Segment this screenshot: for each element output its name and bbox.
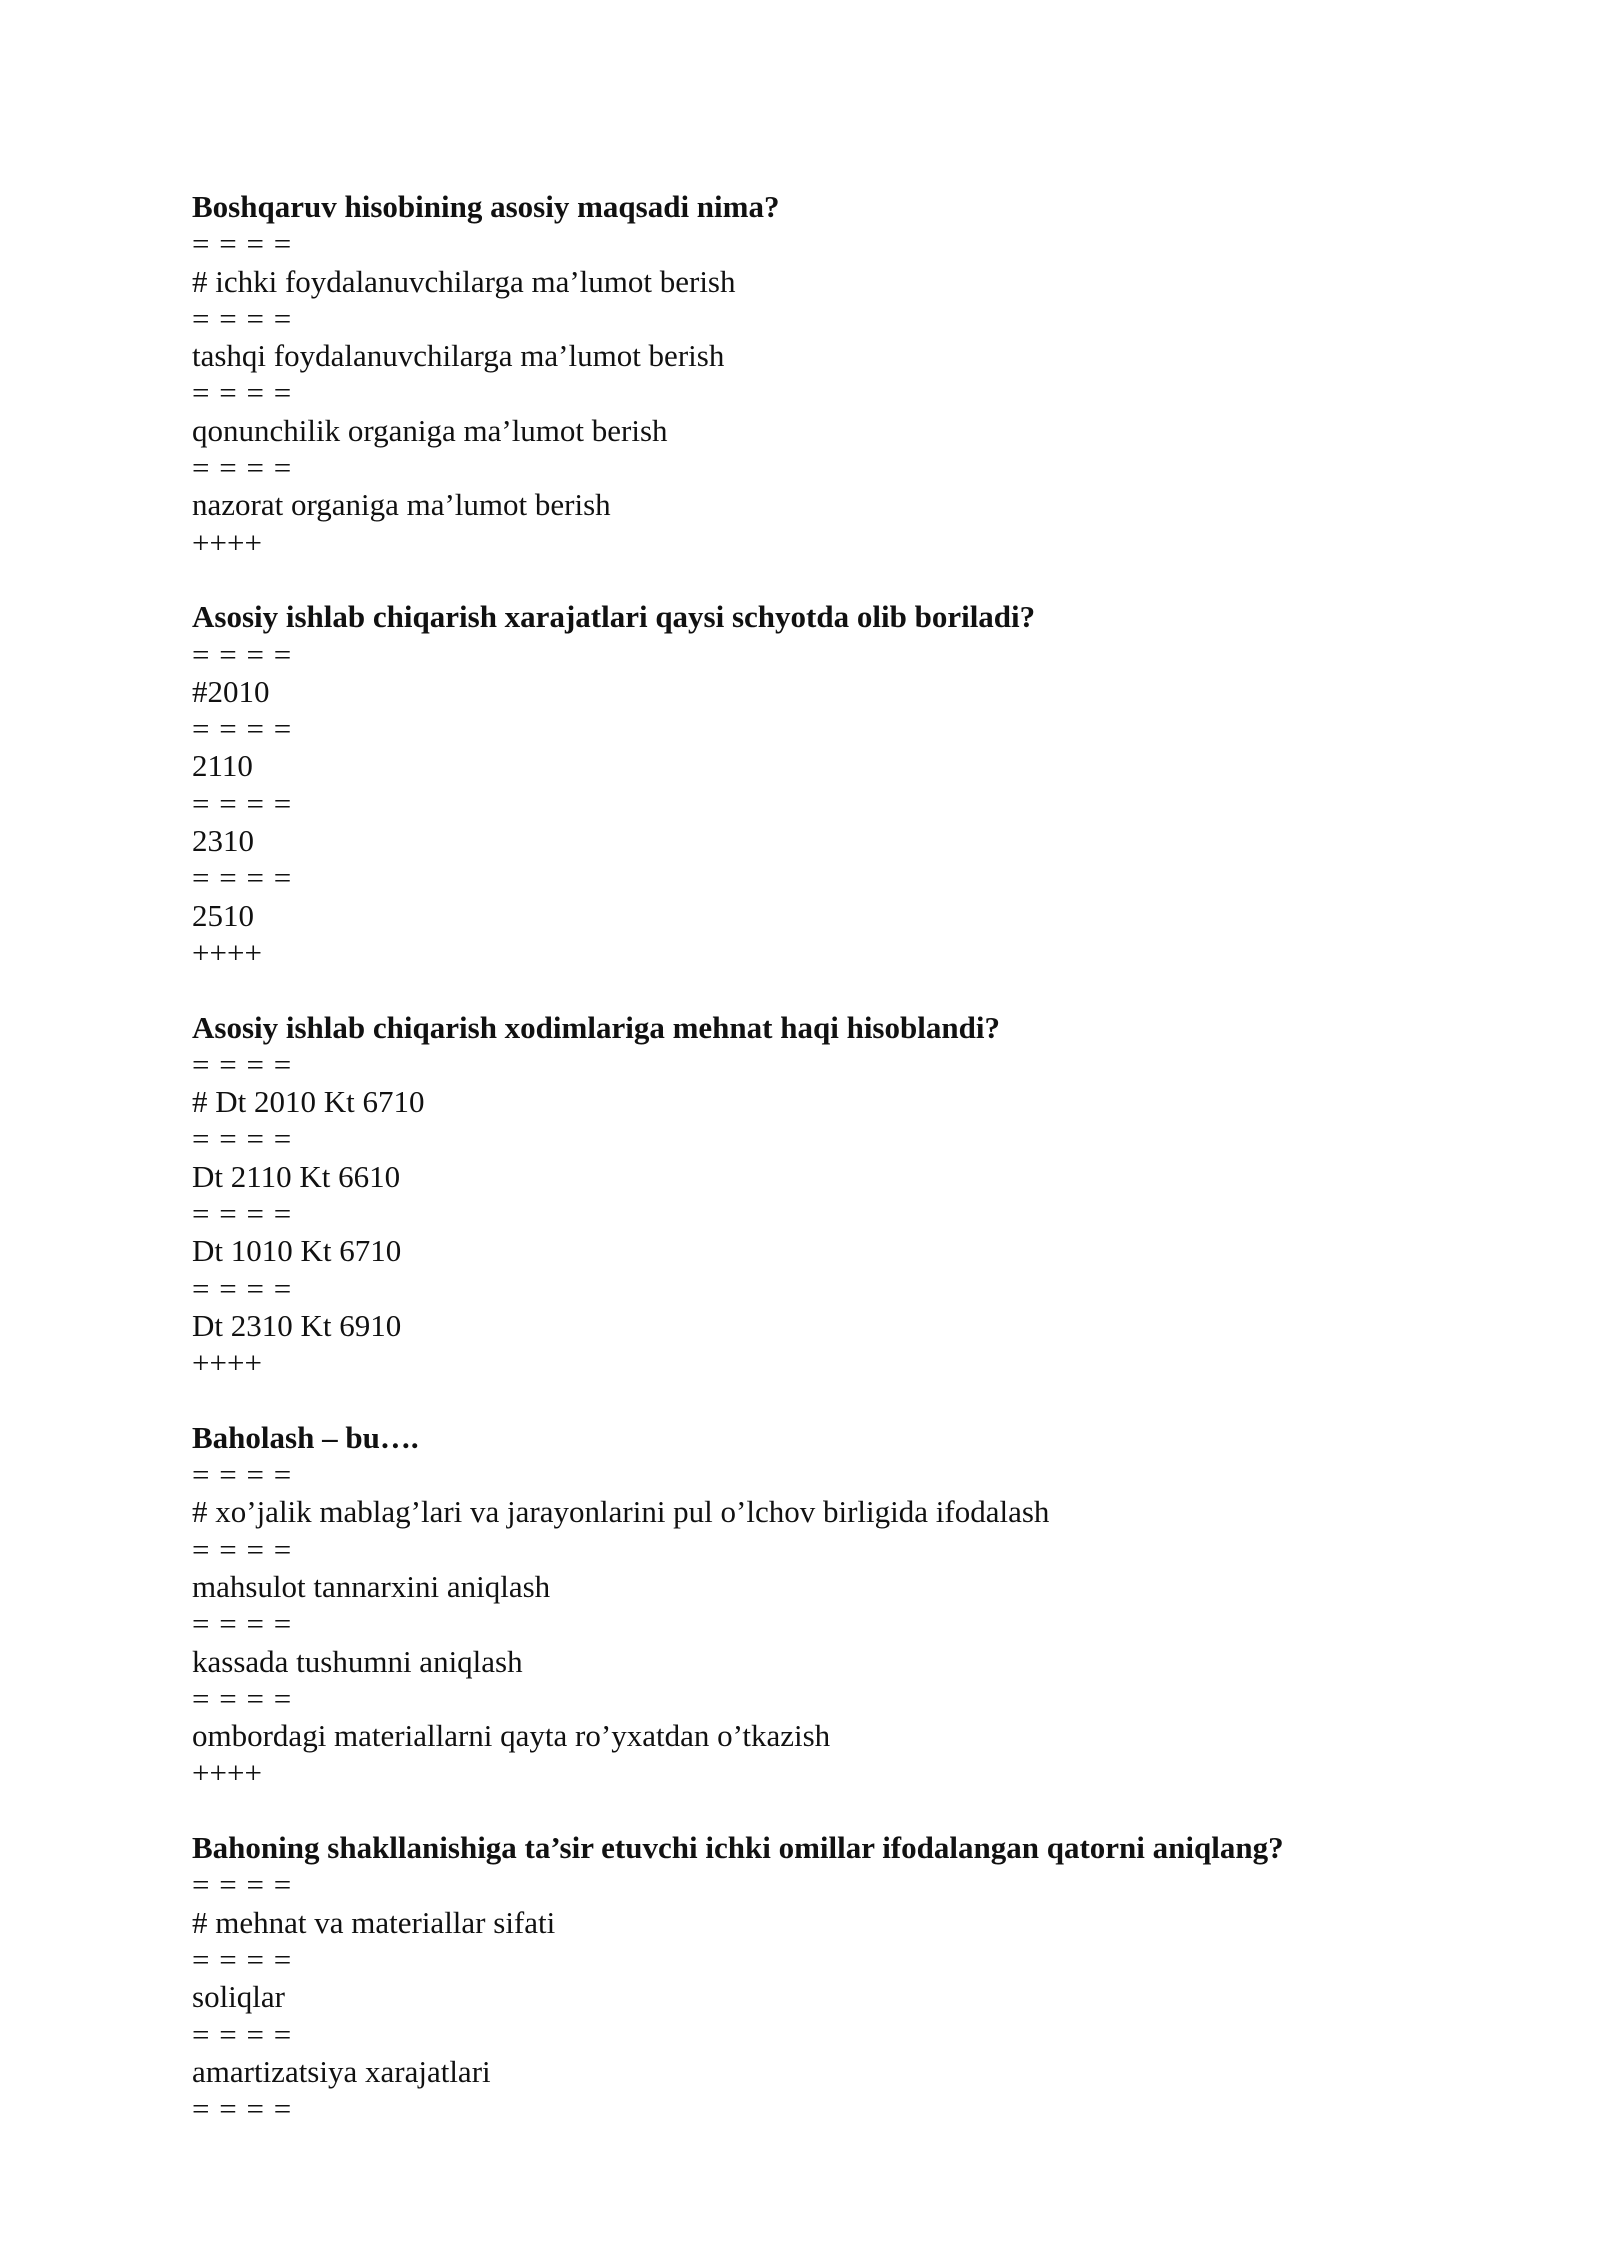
- answer-option: # Dt 2010 Kt 6710: [192, 1084, 425, 1120]
- answer-option: tashqi foydalanuvchilarga ma’lumot berish: [192, 338, 725, 374]
- separator-line: = = = =: [192, 711, 293, 747]
- blank-line: [192, 971, 1492, 1008]
- question-block: [192, 1829, 1492, 2127]
- question-block: [192, 1009, 1492, 1382]
- end-marker: ++++: [192, 1345, 262, 1381]
- separator-line: = = = =: [192, 1606, 293, 1642]
- separator-line: = = = =: [192, 1867, 293, 1903]
- answer-option: # xo’jalik mablag’lari va jarayonlarini pul o’lchov birligida ifodalash: [192, 1494, 1050, 1530]
- end-marker: ++++: [192, 1755, 262, 1791]
- answer-option: soliqlar: [192, 1979, 285, 2015]
- separator-line: = = = =: [192, 1680, 293, 1716]
- answer-option: kassada tushumni aniqlash: [192, 1643, 523, 1679]
- answer-option: Dt 2310 Kt 6910: [192, 1307, 402, 1343]
- question-text: Baholash – bu….: [192, 1419, 419, 1455]
- document-body: [192, 188, 1492, 2127]
- separator-line: = = = =: [192, 1531, 293, 1567]
- question-text: Boshqaruv hisobining asosiy maqsadi nima?: [192, 189, 780, 224]
- answer-option: ombordagi materiallarni qayta ro’yxatdan o’tkazish: [192, 1718, 831, 1754]
- separator-line: = = = =: [192, 450, 293, 486]
- answer-option: Dt 2110 Kt 6610: [192, 1158, 401, 1194]
- separator-line: = = = =: [192, 300, 293, 336]
- question-block: [192, 1419, 1492, 1792]
- separator-line: = = = =: [192, 636, 293, 672]
- question-text: Asosiy ishlab chiqarish xodimlariga mehnat haqi hisoblandi?: [192, 1009, 1000, 1045]
- answer-option: amartizatsiya xarajatlari: [192, 2053, 491, 2089]
- separator-line: = = = =: [192, 375, 293, 411]
- end-marker: ++++: [192, 934, 262, 970]
- question-text: Asosiy ishlab chiqarish xarajatlari qaysi schyotda olib boriladi?: [192, 599, 1036, 635]
- separator-line: = = = =: [192, 226, 293, 262]
- blank-line: [192, 561, 1492, 598]
- answer-option: nazorat organiga ma’lumot berish: [192, 487, 611, 523]
- answer-option: qonunchilik organiga ma’lumot berish: [192, 412, 668, 448]
- answer-option: 2510: [192, 897, 254, 933]
- separator-line: = = = =: [192, 2091, 293, 2127]
- blank-line: [192, 1792, 1492, 1829]
- answer-option: # mehnat va materiallar sifati: [192, 1904, 556, 1940]
- answer-option: 2110: [192, 748, 253, 784]
- answer-option: #2010: [192, 673, 270, 709]
- separator-line: = = = =: [192, 1941, 293, 1977]
- separator-line: = = = =: [192, 1270, 293, 1306]
- separator-line: = = = =: [192, 1121, 293, 1157]
- separator-line: = = = =: [192, 2016, 293, 2052]
- answer-option: 2310: [192, 823, 254, 859]
- end-marker: ++++: [192, 524, 262, 560]
- separator-line: = = = =: [192, 785, 293, 821]
- question-text: Bahoning shakllanishiga ta’sir etuvchi ichki omillar ifodalangan qatorni aniqlang?: [192, 1830, 1284, 1866]
- separator-line: = = = =: [192, 1046, 293, 1082]
- answer-option: mahsulot tannarxini aniqlash: [192, 1568, 551, 1604]
- answer-option: Dt 1010 Kt 6710: [192, 1233, 402, 1269]
- question-block: [192, 188, 1492, 561]
- separator-line: = = = =: [192, 1196, 293, 1232]
- separator-line: = = = =: [192, 1457, 293, 1493]
- separator-line: = = = =: [192, 860, 293, 896]
- question-block: [192, 598, 1492, 971]
- blank-line: [192, 1382, 1492, 1419]
- answer-option: # ichki foydalanuvchilarga ma’lumot berish: [192, 263, 736, 299]
